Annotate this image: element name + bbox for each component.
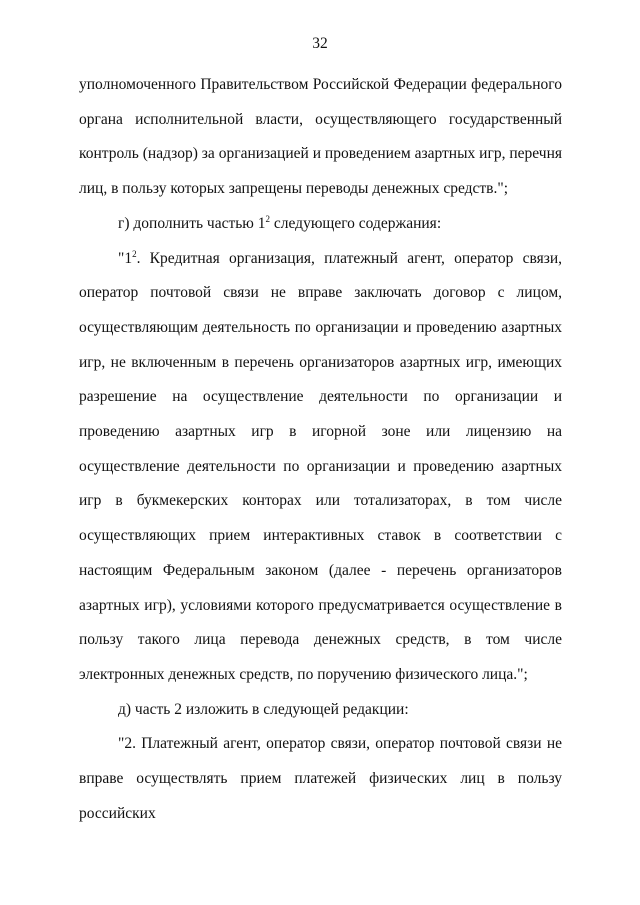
paragraph-item-d: д) часть 2 изложить в следующей редакции: [118,700,409,718]
paragraph-text-before: "1 [118,249,133,267]
paragraph-part-1-2 [79,242,562,693]
paragraph-continuation: уполномоченного Правительством Российской Федерации федерального органа исполнительной власти, осуществляющего государственный контроль (надзор) за организацией и проведением азартных игр, перечня лиц, в пользу которых запрещены переводы денежных средств."; [79,76,562,198]
superscript-index: 2 [265,213,271,224]
paragraph-text-after: следующего содержания: [270,214,442,232]
document-body [79,68,562,831]
superscript-index: 2 [132,248,137,259]
paragraph-text-before: г) дополнить частью 1 [118,214,266,232]
paragraph-part-2: "2. Платежный агент, оператор связи, оператор почтовой связи не вправе осуществлять прием платежей физических лиц в пользу российских [79,735,562,822]
paragraph-item-g [79,207,562,242]
paragraph-text-after: . Кредитная организация, платежный агент, оператор связи, оператор почтовой связи не вправе заключать договор с лицом, осуществляющим деятельность по организации и проведению азартных игр, не включенным в перечень организаторов азартных игр, имеющих разрешение на осуществление деятельности по организации и проведению азартных игр в игорной зоне или лицензию на осуществление деятельности по организации и проведению азартных игр в букмекерских конторах или тотализаторах, в том числе осуществляющих прием интерактивных ставок в соответствии с настоящим Федеральным законом (далее - перечень организаторов азартных игр), условиями которого предусматривается осуществление в пользу такого лица перевода денежных средств, в том числе электронных денежных средств, по поручению физического лица."; [79,249,562,683]
page-number: 32 [312,35,328,52]
